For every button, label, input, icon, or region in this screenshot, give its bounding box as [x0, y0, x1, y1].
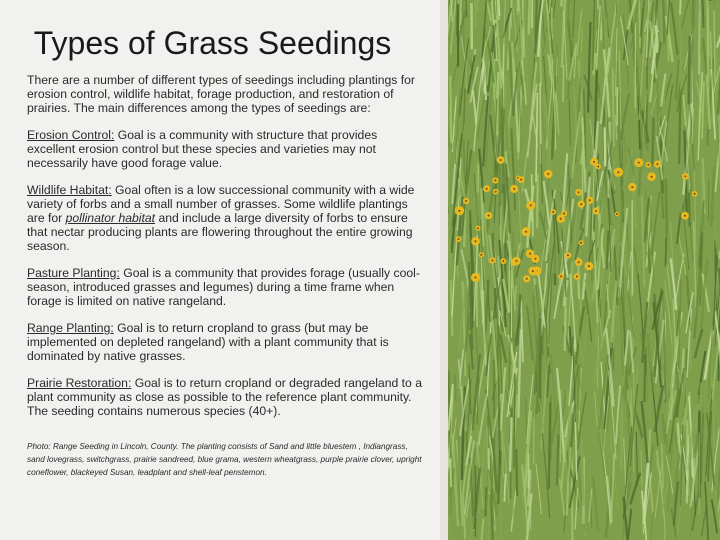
body-text	[27, 73, 425, 487]
flower-mark	[558, 274, 564, 280]
flower-mark	[565, 252, 572, 259]
section-wildlife-habitat	[27, 183, 425, 253]
flower-mark	[592, 208, 599, 215]
flower-mark	[512, 257, 521, 266]
flower-mark	[692, 191, 698, 197]
flower-mark	[645, 162, 651, 168]
flower-mark	[681, 212, 689, 220]
grass-seeding-photo	[448, 0, 720, 540]
flower-mark	[575, 258, 583, 266]
flower-mark	[526, 249, 535, 258]
flower-mark	[628, 183, 636, 191]
flower-mark	[485, 212, 493, 220]
flower-mark	[585, 262, 594, 271]
flower-mark	[574, 273, 581, 280]
section-term: Range Planting	[27, 321, 111, 335]
flower-mark	[615, 212, 620, 217]
section-pasture-planting	[27, 266, 425, 308]
section-term-colon: :	[127, 376, 132, 390]
flower-mark	[544, 170, 553, 179]
flower-mark	[518, 176, 525, 183]
flower-mark	[586, 197, 593, 204]
section-text: Goal is to return cropland to grass (but may be implemented on depleted rangeland) with a plant community that is dominated by native grasses.	[27, 321, 389, 363]
flower-mark	[471, 237, 480, 246]
flower-mark	[526, 201, 535, 210]
flower-mark	[654, 161, 661, 168]
flower-mark	[682, 173, 689, 180]
section-term: Prairie Restoration	[27, 376, 128, 390]
flower-mark	[579, 240, 584, 245]
photo-caption: Photo: Range Seeding in Lincoln, County. The planting consists of Sand and little bluestem , Indiangrass, sand lovegrass, switchgrass, prairie sandreed, blue grama, western wheatgrass, purple prairie clover, upright coneflower, blackeyed Susan, leadplant and shell-leaf penstemon.	[27, 442, 422, 477]
flower-mark	[523, 275, 530, 282]
section-term: Wildlife Habitat	[27, 183, 109, 197]
flower-mark	[522, 227, 531, 236]
grass-photo-illustration	[448, 0, 720, 540]
flower-mark	[510, 185, 518, 193]
section-term-colon: :	[108, 183, 112, 197]
section-text: Goal is to return cropland or degraded rangeland to a plant community as close as possible to the reference plant community. The seeding contains numerous species (40+).	[27, 376, 422, 418]
section-term: Erosion Control	[27, 128, 111, 142]
flower-mark	[492, 177, 498, 183]
flower-mark	[455, 206, 464, 215]
flower-mark	[500, 258, 506, 264]
flower-mark	[497, 156, 505, 164]
flower-mark	[647, 172, 656, 181]
section-term-colon: :	[111, 128, 115, 142]
section-term: Pasture Planting	[27, 266, 117, 280]
flower-mark	[557, 215, 565, 223]
panel-divider	[440, 0, 448, 540]
flower-mark	[578, 201, 585, 208]
flower-mark	[528, 267, 537, 276]
section-text-before-link: Goal often is a low successional community with a wide variety of forbs and a small number of grasses. Some wildlife plantings are for	[27, 183, 415, 225]
section-text-after-link: and include a large diversity of forbs to ensure that nectar producing plants are flowering throughout the entire growing season.	[27, 211, 413, 253]
section-text: Goal is a community that provides forage (usually cool-season, introduced grasses and legumes) during a time frame when forage is limited on native rangeland.	[27, 266, 420, 308]
flower-mark	[456, 236, 462, 242]
flower-mark	[550, 209, 556, 215]
intro-paragraph: There are a number of different types of seedings including plantings for erosion control, wildlife habitat, forage production, and restoration of prairies. The main differences among the types of seedings are:	[27, 73, 415, 115]
section-text: Goal is a community with structure that provides excellent erosion control but these species and varieties may not necessarily have good forage value.	[27, 128, 378, 170]
flower-mark	[634, 158, 643, 167]
flower-mark	[471, 273, 480, 282]
section-term-colon: :	[110, 321, 114, 335]
flower-mark	[596, 164, 601, 169]
flower-mark	[483, 185, 490, 192]
section-range-planting	[27, 321, 425, 363]
flower-mark	[463, 198, 469, 204]
flower-mark	[614, 168, 623, 177]
flower-mark	[493, 189, 499, 195]
flower-mark	[489, 257, 495, 263]
flower-mark	[475, 226, 480, 231]
flower-mark	[575, 189, 582, 196]
flower-mark	[479, 252, 484, 257]
section-term-colon: :	[116, 266, 120, 280]
slide-title: Types of Grass Seedings	[33, 25, 392, 61]
section-erosion-control	[27, 128, 425, 170]
section-prairie-restoration	[27, 376, 425, 418]
pollinator-habitat-link[interactable]: pollinator habitat	[65, 211, 156, 225]
